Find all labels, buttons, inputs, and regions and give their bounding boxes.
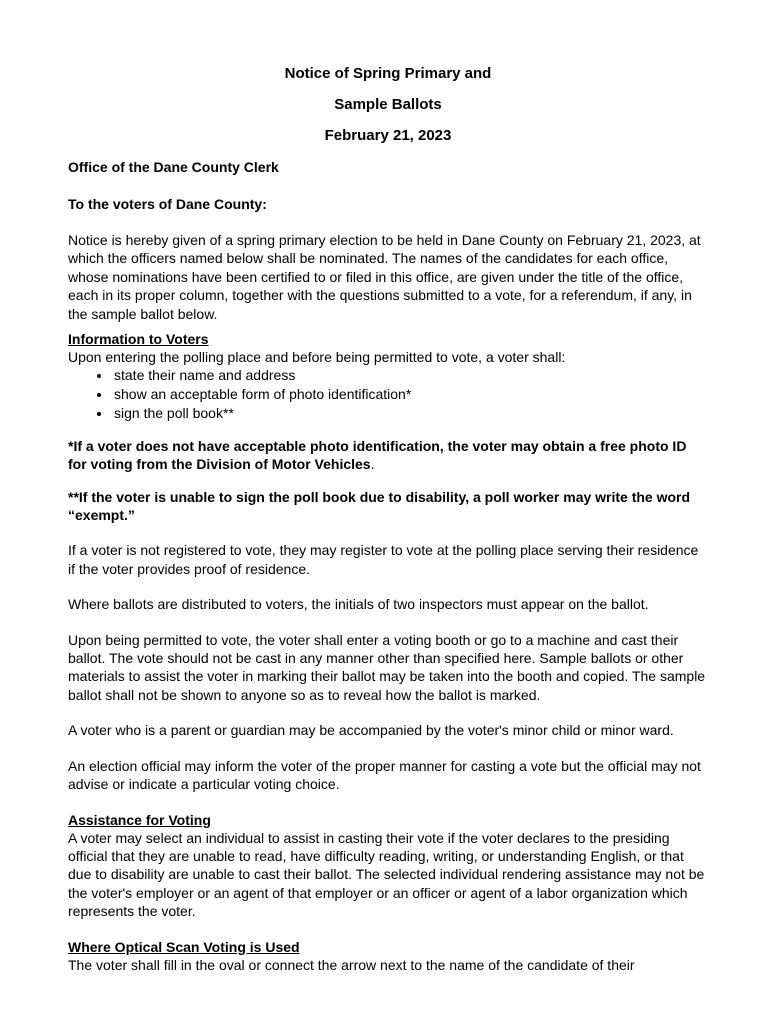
- minor-paragraph: A voter who is a parent or guardian may be accompanied by the voter's minor child or minor ward.: [68, 722, 674, 739]
- list-item: • state their name and address: [112, 366, 708, 385]
- list-item: • show an acceptable form of photo identification*: [112, 385, 708, 404]
- optical-scan-paragraph: The voter shall fill in the oval or connect the arrow next to the name of the candidate of their: [68, 956, 635, 973]
- official-paragraph: An election official may inform the voter of the proper manner for casting a vote but the official may not advise or indicate a particular voting choice.: [68, 757, 701, 793]
- booth-paragraph: Upon being permitted to vote, the voter shall enter a voting booth or go to a machine and cast their ballot. The vote should not be cast in any manner other than specified here. Sample ballots or other materials to assist the voter in marking their ballot may be taken into the booth and copied. The sample ballot shall not be shown to anyone so as to reveal how the ballot is marked.: [68, 631, 706, 703]
- requirements-list: [68, 366, 708, 423]
- title-date: February 21, 2023: [324, 127, 452, 144]
- photo-id-note-text: *If a voter does not have acceptable photo identification, the voter may obtain a free photo ID for voting from the Division of Motor Vehicles: [68, 438, 687, 473]
- office-name: Office of the Dane County Clerk: [68, 159, 279, 175]
- photo-id-note: [68, 437, 708, 473]
- assistance-heading: Assistance for Voting: [68, 811, 211, 828]
- document-title: [68, 58, 708, 151]
- title-line-2: Sample Ballots: [334, 96, 442, 113]
- photo-id-note-period: .: [370, 456, 375, 473]
- list-item: • sign the poll book**: [112, 404, 708, 423]
- salutation: To the voters of Dane County:: [68, 196, 267, 212]
- notice-paragraph: Notice is hereby given of a spring primary election to be held in Dane County on February 21, 2023, at which the officers named below shall be nominated. The names of the candidates for each office, whose nominations have been certified to or filed in this office, are given under the title of the office, each in its proper column, together with the questions submitted to a vote, for a referendum, if any, in the sample ballot below.: [68, 232, 701, 322]
- information-heading: Information to Voters: [68, 331, 209, 348]
- initials-paragraph: Where ballots are distributed to voters, the initials of two inspectors must appear on the ballot.: [68, 596, 649, 613]
- assistance-paragraph: A voter may select an individual to assist in casting their vote if the voter declares to the presiding official that they are unable to read, have difficulty reading, writing, or understanding English, or that due to disability are unable to cast their ballot. The selected individual rendering assistance may not be the voter's employer or an agent of that employer or an officer or agent of a labor organization which represents the voter.: [68, 829, 705, 920]
- sign-note: **If the voter is unable to sign the poll book due to disability, a poll worker may write the word “exempt.”: [68, 489, 691, 524]
- title-line-1: Notice of Spring Primary and: [284, 65, 492, 82]
- information-intro: Upon entering the polling place and before being permitted to vote, a voter shall:: [68, 349, 566, 366]
- register-paragraph: If a voter is not registered to vote, they may register to vote at the polling place serving their residence if the voter provides proof of residence.: [68, 542, 699, 577]
- document-content: [68, 58, 708, 974]
- optical-scan-heading: Where Optical Scan Voting is Used: [68, 938, 300, 955]
